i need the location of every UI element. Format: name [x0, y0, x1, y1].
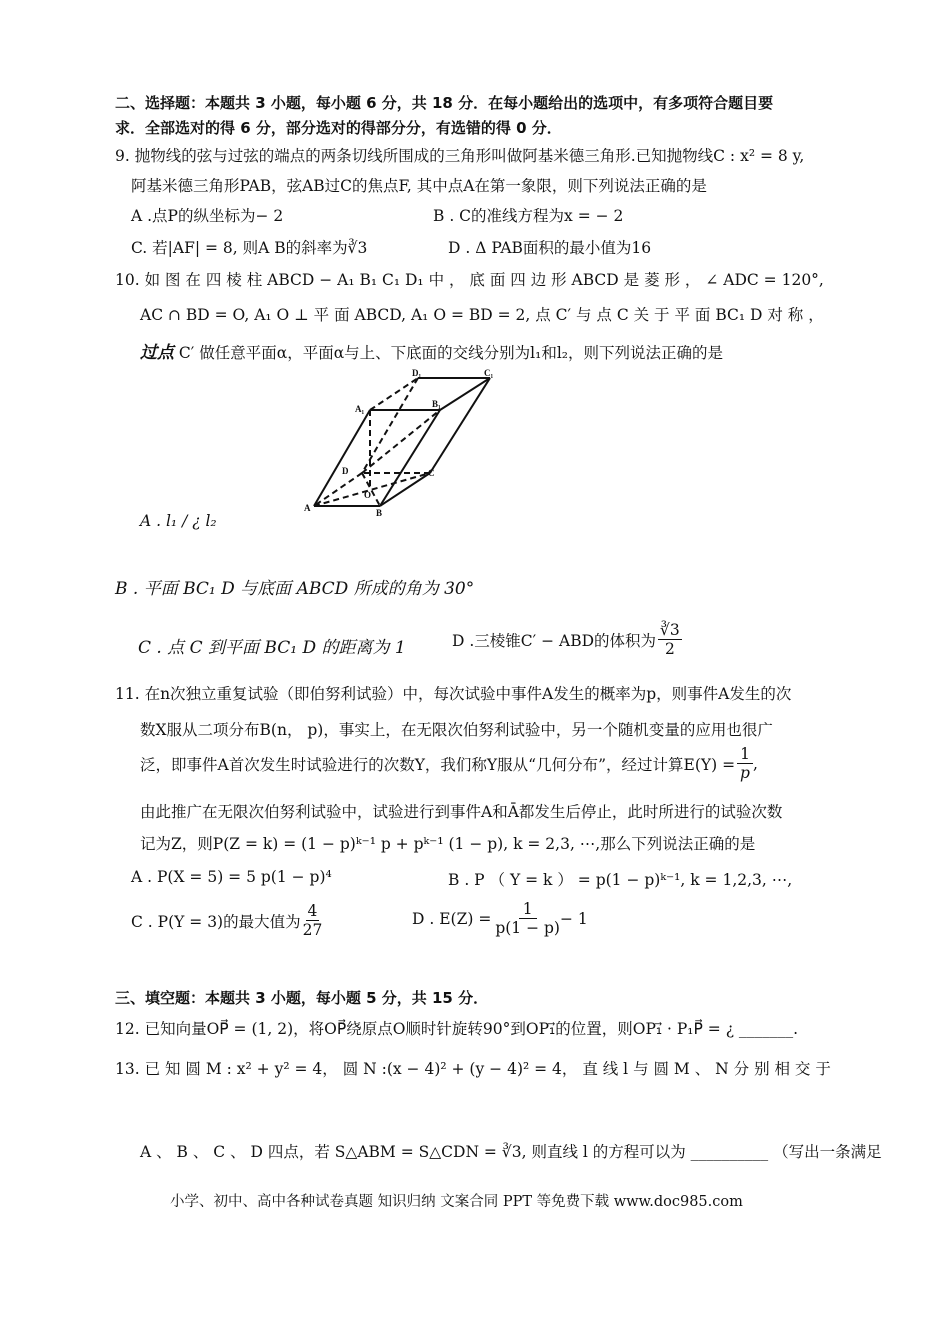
q10-option-b: B . 平面 BC₁ D 与底面 ABCD 所成的角为 30° [115, 579, 475, 599]
q11-option-c-text: C . P(Y = 3)的最大值为 [131, 912, 301, 931]
q11-stem-line3-text: 泛，即事件A首次发生时试验进行的次数Y，我们称Y服从“几何分布”，经过计算E(Y) = [140, 755, 736, 774]
edge-b1b [380, 410, 440, 506]
q10-stem-line2: AC ∩ BD = O, A₁ O ⊥ 平 面 ABCD, A₁ O = BD = 2, 点 C′ 与 点 C 关 于 平 面 BC₁ D 对 称 ， [140, 306, 824, 324]
q12-text: 12. 已知向量OP⃗ = (1, 2)，将OP⃗绕原点O顺时针旋转90°到OP₁⃗的位置，则OP₁⃗ · P₁P⃗ = ¿ _______. [115, 1020, 799, 1038]
segment-db1 [362, 410, 440, 473]
edge-c1b1 [440, 378, 490, 410]
q11-stem-line1: 11. 在n次独立重复试验（即伯努利试验）中，每次试验中事件A发生的概率为p，则事件A发生的次 [115, 685, 792, 703]
edge-c1c [430, 378, 490, 473]
q11-option-d-denominator: p(1 − p) [495, 919, 560, 937]
page-footer: 小学、初中、高中各种试卷真题 知识归纳 文案合同 PPT 等免费下载 www.doc985.com [170, 1194, 743, 1210]
q11-option-c-numerator: 4 [307, 902, 318, 920]
label-b1: B₁ [432, 399, 441, 409]
section2-header-line1: 二、选择题：本题共 3 小题，每小题 6 分，共 18 分．在每小题给出的选项中，有多项符合题目要 [115, 94, 774, 112]
q9-option-c: C. 若|AF| = 8, 则A B的斜率为∛3 [131, 239, 368, 257]
q11-option-d-text: D . E(Z) = [412, 909, 492, 928]
q9-option-d: D . Δ PAB面积的最小值为16 [448, 239, 652, 257]
label-o: O [364, 490, 372, 500]
label-d: D [342, 466, 349, 476]
q9-stem-line2: 阿基米德三角形PAB，弦AB过C的焦点F, 其中点A在第一象限，则下列说法正确的是 [131, 177, 707, 195]
label-c: C [428, 468, 435, 478]
q13-line1: 13. 已 知 圆 M : x² + y² = 4， 圆 N :(x − 4)² + (y − 4)² = 4， 直 线 l 与 圆 M 、 N 分 别 相 交 于 [115, 1060, 831, 1078]
q11-option-a: A . P(X = 5) = 5 p(1 − p)⁴ [131, 868, 332, 886]
q11-option-d [412, 900, 588, 937]
q10-stem-line1: 10. 如 图 在 四 棱 柱 ABCD − A₁ B₁ C₁ D₁ 中 ， 底 面 四 边 形 ABCD 是 菱 形 ， ∠ ADC = 120°, [115, 271, 824, 289]
q11-stem-line4: 由此推广在无限次伯努利试验中，试验进行到事件A和Ā都发生后停止，此时所进行的试验次数 [140, 803, 783, 821]
q11-stem-line5: 记为Z，则P(Z = k) = (1 − p)ᵏ⁻¹ p + pᵏ⁻¹ (1 − p), k = 2,3, ⋯,那么下列说法正确的是 [140, 835, 756, 853]
q10-stem-line3-text: C′ 做任意平面α，平面α与上、下底面的交线分别为l₁和l₂，则下列说法正确的是 [174, 344, 724, 362]
q11-stem-fraction-numerator: 1 [737, 745, 753, 764]
q10-option-d-fraction [658, 621, 682, 658]
edge-da [314, 473, 362, 506]
q11-stem-line2: 数X服从二项分布B(n， p)，事实上，在无限次伯努利试验中，另一个随机变量的应用也很广 [140, 721, 773, 739]
label-a1: A₁ [355, 404, 365, 414]
prism-figure [300, 368, 500, 518]
q11-option-d-numerator: 1 [519, 900, 537, 919]
q10-option-d-numerator: ∛3 [660, 621, 680, 639]
q13-line2: A 、 B 、 C 、 D 四点，若 S△ABM = S△CDN = ∛3, 则直线 l 的方程可以为 __________ （写出一条满足 [140, 1143, 882, 1161]
section2-header-line2: 求．全部选对的得 6 分，部分选对的得部分分，有选错的得 0 分． [115, 119, 562, 137]
q10-option-c: C . 点 C 到平面 BC₁ D 的距离为 1 [138, 638, 406, 658]
q10-option-a: A . l₁ / ¿ l₂ [140, 512, 217, 530]
edge-a1d1 [370, 378, 418, 410]
edge-a1a [314, 410, 370, 506]
q10-stem-line3-prefix: 过点 [140, 343, 174, 363]
q11-option-d-fraction [495, 900, 560, 937]
q9-option-b: B . C的准线方程为x = − 2 [433, 207, 624, 225]
q9-stem-line1: 9. 抛物线的弦与过弦的端点的两条切线所围成的三角形叫做阿基米德三角形.已知抛物线C : x² = 8 y, [115, 147, 805, 165]
label-c1: C₁ [484, 368, 494, 378]
q11-option-d-tail: − 1 [559, 909, 588, 928]
q11-option-b: B . P （ Y = k ） = p(1 − p)ᵏ⁻¹, k = 1,2,3, ⋯, [448, 871, 793, 889]
edge-bc [380, 473, 430, 506]
q11-stem-fraction [737, 745, 753, 782]
label-b: B [376, 508, 383, 518]
q9-option-a: A .点P的纵坐标为− 2 [131, 207, 284, 225]
section3-header: 三、填空题：本题共 3 小题，每小题 5 分，共 15 分． [115, 989, 489, 1007]
q10-option-d-denominator: 2 [664, 640, 675, 658]
q11-option-c-denominator: 27 [302, 921, 323, 939]
q11-option-c-fraction [303, 902, 323, 939]
q11-stem-line3: 泛，即事件A首次发生时试验进行的次数Y，我们称Y服从“几何分布”，经过计算E(Y) = $\frac{1}{p}$ , [140, 745, 758, 782]
q10-stem-line3 [140, 338, 723, 363]
q10-option-d [452, 621, 682, 658]
q11-stem-fraction-denominator: p [740, 764, 750, 782]
label-d1: D₁ [412, 368, 422, 378]
label-a: A [304, 503, 311, 513]
q10-option-d-text: D .三棱锥C′ − ABD的体积为 [452, 631, 657, 650]
q11-option-c [131, 902, 322, 939]
